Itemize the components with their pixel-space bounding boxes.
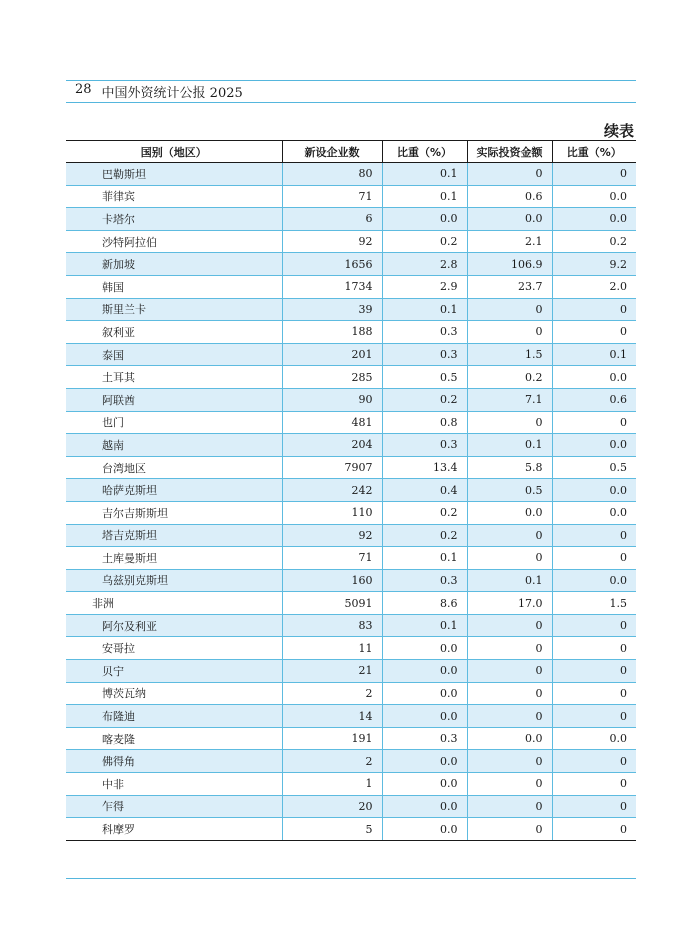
- cell-share-investment: 0: [552, 682, 636, 705]
- cell-new-enterprises: 1734: [282, 275, 382, 298]
- cell-new-enterprises: 242: [282, 479, 382, 502]
- cell-country: 科摩罗: [66, 818, 282, 841]
- cell-share-investment: 0.2: [552, 230, 636, 253]
- cell-share-enterprises: 0.2: [382, 501, 467, 524]
- header-share-investment: 比重（%）: [552, 141, 636, 163]
- cell-share-enterprises: 2.9: [382, 275, 467, 298]
- cell-share-investment: 0: [552, 818, 636, 841]
- cell-share-investment: 0: [552, 524, 636, 547]
- cell-country: 也门: [66, 411, 282, 434]
- cell-country: 塔吉克斯坦: [66, 524, 282, 547]
- cell-actual-investment: 0: [467, 614, 552, 637]
- cell-actual-investment: 0.6: [467, 185, 552, 208]
- table-header-row: [66, 141, 636, 163]
- header-bottom-rule: [66, 102, 636, 103]
- cell-actual-investment: 1.5: [467, 343, 552, 366]
- cell-new-enterprises: 92: [282, 230, 382, 253]
- investment-table: [66, 140, 636, 841]
- table-row: [66, 298, 636, 321]
- cell-share-enterprises: 0.0: [382, 773, 467, 796]
- header-top-rule: [66, 80, 636, 81]
- header-share-enterprises: 比重（%）: [382, 141, 467, 163]
- cell-share-enterprises: 0.0: [382, 637, 467, 660]
- table-row: [66, 321, 636, 344]
- cell-new-enterprises: 92: [282, 524, 382, 547]
- cell-country: 安哥拉: [66, 637, 282, 660]
- cell-country: 卡塔尔: [66, 208, 282, 231]
- cell-new-enterprises: 481: [282, 411, 382, 434]
- cell-share-enterprises: 0.1: [382, 614, 467, 637]
- table-row: [66, 411, 636, 434]
- cell-share-investment: 0: [552, 163, 636, 186]
- table-row: [66, 795, 636, 818]
- cell-actual-investment: 0: [467, 411, 552, 434]
- cell-share-enterprises: 0.0: [382, 750, 467, 773]
- cell-share-investment: 0.0: [552, 727, 636, 750]
- cell-share-investment: 0: [552, 750, 636, 773]
- cell-new-enterprises: 71: [282, 185, 382, 208]
- cell-share-investment: 0.0: [552, 479, 636, 502]
- table-row: [66, 818, 636, 841]
- table-body: [66, 163, 636, 841]
- cell-country: 新加坡: [66, 253, 282, 276]
- cell-country: 土耳其: [66, 366, 282, 389]
- cell-share-enterprises: 8.6: [382, 592, 467, 615]
- cell-new-enterprises: 191: [282, 727, 382, 750]
- header-new-enterprises: 新设企业数: [282, 141, 382, 163]
- cell-share-investment: 2.0: [552, 275, 636, 298]
- cell-country: 非洲: [66, 592, 282, 615]
- cell-new-enterprises: 71: [282, 547, 382, 570]
- table-row: [66, 163, 636, 186]
- cell-share-investment: 0: [552, 321, 636, 344]
- table-row: [66, 569, 636, 592]
- cell-actual-investment: 0: [467, 818, 552, 841]
- cell-new-enterprises: 204: [282, 434, 382, 457]
- table-row: [66, 479, 636, 502]
- cell-share-enterprises: 0.3: [382, 569, 467, 592]
- cell-actual-investment: 23.7: [467, 275, 552, 298]
- cell-country: 哈萨克斯坦: [66, 479, 282, 502]
- cell-share-investment: 0.0: [552, 569, 636, 592]
- cell-actual-investment: 0: [467, 163, 552, 186]
- cell-share-enterprises: 2.8: [382, 253, 467, 276]
- cell-share-investment: 0.1: [552, 343, 636, 366]
- cell-actual-investment: 0: [467, 524, 552, 547]
- cell-country: 贝宁: [66, 660, 282, 683]
- cell-country: 韩国: [66, 275, 282, 298]
- cell-share-enterprises: 0.3: [382, 343, 467, 366]
- cell-share-investment: 0: [552, 411, 636, 434]
- cell-new-enterprises: 14: [282, 705, 382, 728]
- cell-new-enterprises: 11: [282, 637, 382, 660]
- table-row: [66, 434, 636, 457]
- cell-share-enterprises: 0.4: [382, 479, 467, 502]
- footer-rule: [66, 878, 636, 879]
- cell-actual-investment: 7.1: [467, 388, 552, 411]
- cell-country: 阿尔及利亚: [66, 614, 282, 637]
- cell-actual-investment: 0: [467, 795, 552, 818]
- cell-country: 阿联酋: [66, 388, 282, 411]
- cell-actual-investment: 0: [467, 298, 552, 321]
- cell-share-enterprises: 0.3: [382, 434, 467, 457]
- cell-share-investment: 1.5: [552, 592, 636, 615]
- cell-country: 菲律宾: [66, 185, 282, 208]
- table-row: [66, 456, 636, 479]
- cell-actual-investment: 0: [467, 750, 552, 773]
- cell-country: 越南: [66, 434, 282, 457]
- table-row: [66, 773, 636, 796]
- table-row: [66, 343, 636, 366]
- cell-share-investment: 0.0: [552, 366, 636, 389]
- table-row: [66, 592, 636, 615]
- cell-share-enterprises: 0.0: [382, 660, 467, 683]
- table-row: [66, 501, 636, 524]
- cell-actual-investment: 17.0: [467, 592, 552, 615]
- cell-country: 巴勒斯坦: [66, 163, 282, 186]
- cell-new-enterprises: 7907: [282, 456, 382, 479]
- cell-share-investment: 0: [552, 773, 636, 796]
- cell-share-enterprises: 0.3: [382, 727, 467, 750]
- cell-share-investment: 0: [552, 614, 636, 637]
- cell-country: 沙特阿拉伯: [66, 230, 282, 253]
- cell-actual-investment: 0.1: [467, 569, 552, 592]
- cell-new-enterprises: 188: [282, 321, 382, 344]
- cell-new-enterprises: 39: [282, 298, 382, 321]
- table-row: [66, 275, 636, 298]
- cell-new-enterprises: 5: [282, 818, 382, 841]
- cell-share-enterprises: 0.1: [382, 298, 467, 321]
- cell-new-enterprises: 201: [282, 343, 382, 366]
- cell-country: 台湾地区: [66, 456, 282, 479]
- cell-share-enterprises: 0.2: [382, 230, 467, 253]
- table-row: [66, 230, 636, 253]
- cell-share-investment: 0.0: [552, 208, 636, 231]
- table-row: [66, 388, 636, 411]
- cell-new-enterprises: 21: [282, 660, 382, 683]
- cell-share-investment: 0.5: [552, 456, 636, 479]
- cell-share-investment: 9.2: [552, 253, 636, 276]
- header-country: 国别（地区）: [66, 141, 282, 163]
- cell-new-enterprises: 83: [282, 614, 382, 637]
- cell-country: 中非: [66, 773, 282, 796]
- cell-country: 乌兹别克斯坦: [66, 569, 282, 592]
- cell-new-enterprises: 90: [282, 388, 382, 411]
- table-row: [66, 682, 636, 705]
- table-row: [66, 705, 636, 728]
- cell-actual-investment: 0.1: [467, 434, 552, 457]
- table-row: [66, 637, 636, 660]
- cell-actual-investment: 0: [467, 321, 552, 344]
- cell-country: 吉尔吉斯斯坦: [66, 501, 282, 524]
- publication-title: 中国外资统计公报 2025: [101, 86, 243, 101]
- cell-share-enterprises: 0.5: [382, 366, 467, 389]
- cell-country: 乍得: [66, 795, 282, 818]
- cell-share-investment: 0: [552, 637, 636, 660]
- cell-share-enterprises: 0.3: [382, 321, 467, 344]
- table-row: [66, 614, 636, 637]
- cell-share-enterprises: 0.2: [382, 388, 467, 411]
- cell-country: 土库曼斯坦: [66, 547, 282, 570]
- table-row: [66, 750, 636, 773]
- cell-new-enterprises: 2: [282, 750, 382, 773]
- cell-actual-investment: 0.0: [467, 501, 552, 524]
- cell-share-enterprises: 0.0: [382, 795, 467, 818]
- cell-new-enterprises: 285: [282, 366, 382, 389]
- cell-share-investment: 0: [552, 660, 636, 683]
- cell-share-investment: 0.0: [552, 185, 636, 208]
- cell-share-enterprises: 0.0: [382, 682, 467, 705]
- cell-share-investment: 0.6: [552, 388, 636, 411]
- page-header: [75, 82, 243, 101]
- cell-country: 叙利亚: [66, 321, 282, 344]
- cell-actual-investment: 0: [467, 682, 552, 705]
- cell-actual-investment: 0: [467, 660, 552, 683]
- cell-share-investment: 0.0: [552, 434, 636, 457]
- cell-actual-investment: 0: [467, 773, 552, 796]
- cell-actual-investment: 2.1: [467, 230, 552, 253]
- cell-actual-investment: 0.2: [467, 366, 552, 389]
- cell-share-investment: 0: [552, 705, 636, 728]
- cell-country: 斯里兰卡: [66, 298, 282, 321]
- continued-label: 续表: [603, 122, 634, 140]
- cell-share-enterprises: 0.1: [382, 185, 467, 208]
- cell-new-enterprises: 1: [282, 773, 382, 796]
- cell-share-enterprises: 13.4: [382, 456, 467, 479]
- cell-share-enterprises: 0.2: [382, 524, 467, 547]
- cell-actual-investment: 0.5: [467, 479, 552, 502]
- table-row: [66, 524, 636, 547]
- cell-actual-investment: 106.9: [467, 253, 552, 276]
- header-actual-investment: 实际投资金额: [467, 141, 552, 163]
- table-row: [66, 727, 636, 750]
- cell-share-investment: 0: [552, 547, 636, 570]
- cell-new-enterprises: 80: [282, 163, 382, 186]
- cell-share-enterprises: 0.0: [382, 705, 467, 728]
- page-number: 28: [75, 82, 92, 97]
- cell-country: 喀麦隆: [66, 727, 282, 750]
- cell-new-enterprises: 1656: [282, 253, 382, 276]
- cell-new-enterprises: 6: [282, 208, 382, 231]
- cell-actual-investment: 0: [467, 637, 552, 660]
- cell-share-enterprises: 0.1: [382, 163, 467, 186]
- cell-share-enterprises: 0.1: [382, 547, 467, 570]
- cell-country: 布隆迪: [66, 705, 282, 728]
- cell-share-investment: 0.0: [552, 501, 636, 524]
- cell-actual-investment: 0: [467, 705, 552, 728]
- table-row: [66, 547, 636, 570]
- cell-new-enterprises: 20: [282, 795, 382, 818]
- cell-country: 佛得角: [66, 750, 282, 773]
- cell-actual-investment: 5.8: [467, 456, 552, 479]
- table-row: [66, 208, 636, 231]
- table-row: [66, 366, 636, 389]
- cell-share-investment: 0: [552, 795, 636, 818]
- cell-share-enterprises: 0.0: [382, 208, 467, 231]
- cell-new-enterprises: 110: [282, 501, 382, 524]
- table-row: [66, 253, 636, 276]
- cell-actual-investment: 0: [467, 547, 552, 570]
- cell-country: 博茨瓦纳: [66, 682, 282, 705]
- cell-country: 泰国: [66, 343, 282, 366]
- cell-actual-investment: 0.0: [467, 208, 552, 231]
- cell-share-enterprises: 0.0: [382, 818, 467, 841]
- cell-share-investment: 0: [552, 298, 636, 321]
- table-row: [66, 660, 636, 683]
- cell-new-enterprises: 5091: [282, 592, 382, 615]
- cell-share-enterprises: 0.8: [382, 411, 467, 434]
- table-row: [66, 185, 636, 208]
- cell-actual-investment: 0.0: [467, 727, 552, 750]
- cell-new-enterprises: 160: [282, 569, 382, 592]
- cell-new-enterprises: 2: [282, 682, 382, 705]
